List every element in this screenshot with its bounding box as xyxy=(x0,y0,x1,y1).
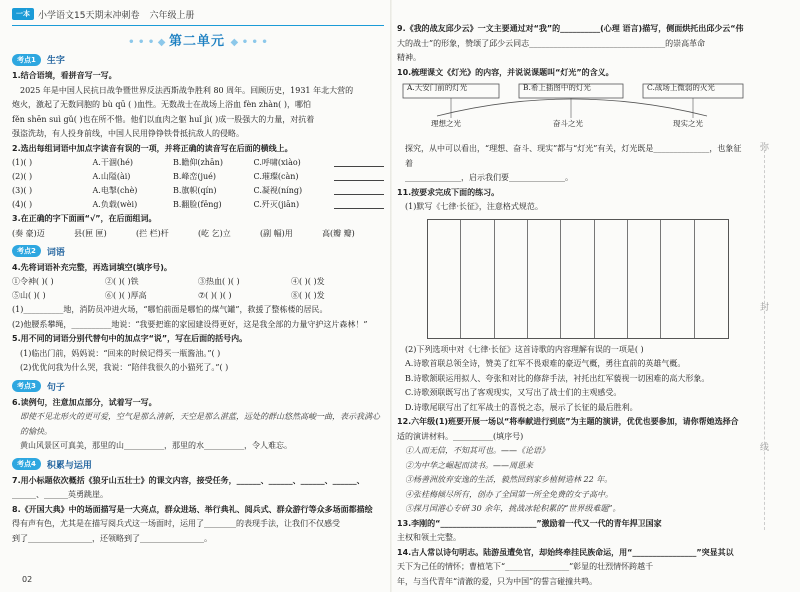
question-5-title: 5.用不同的词语分别代替句中的加点字“说”，写在后面的括号内。 xyxy=(12,334,248,343)
question-12-text[interactable]: 适的演讲材料。__________(填序号) xyxy=(397,431,524,441)
grade-label: 六年级上册 xyxy=(149,10,195,21)
question-11-sub: (1)默写《七律·长征》，注意格式规范。 xyxy=(405,202,543,211)
lamp-a-meaning: 理想之光 xyxy=(431,119,461,128)
question-14-text[interactable]: 天下为己任的情怀；曹植笔下“________________”彰显的壮烈情怀跨越千 xyxy=(397,562,654,571)
question-12-item: ⑤探月国港心专研 30 余年，挑战冰轮积累的“世界级难题”。 xyxy=(405,504,621,513)
section-badge: 考点4 xyxy=(12,458,41,470)
lamp-diagram xyxy=(397,82,749,138)
arc xyxy=(437,99,707,116)
lamp-c-meaning: 现实之光 xyxy=(673,119,703,128)
question-1-text[interactable]: fěn shēn suì gǔ( )也在所不惜。他们以血肉之躯 huǐ jì( )成一股强大的力量，对抗着 xyxy=(12,114,315,124)
question-4-words[interactable]: ⑤山( )( ) ⑥( )( )厚高 ⑦( )( )( ) ⑧( )( )发 xyxy=(12,291,325,300)
section-heading xyxy=(12,380,384,393)
question-1-text[interactable]: 炮火，激起了无数同胞的 bù qū ( )血性。无数战士在战场上浴血 fèn zhàn( )，哪怕 xyxy=(12,100,311,109)
question-13-title[interactable]: 13.李刚的“________________________”激励着一代又一代的青年捍卫国家 xyxy=(397,518,662,528)
decor-dots-icon: • • • ◆ xyxy=(128,37,169,48)
question-2-row[interactable]: (1)( ) A.干涸(hé) B.瞻仰(zhān) C.呼啸(xiào) xyxy=(12,156,384,170)
seal-char: 线 xyxy=(760,443,770,453)
right-column xyxy=(397,0,749,592)
lamp-c: C.战场上微弱的火光 xyxy=(647,83,715,92)
question-2-row[interactable]: (2)( ) A.山隘(ài) B.峰峦(jué) C.璀璨(càn) xyxy=(12,170,384,184)
question-2-title: 2.选出每组词语中加点字读音有误的一项，并将正确的读音写在后面的横线上。 xyxy=(12,143,293,153)
question-13-text: 主权和领土完整。 xyxy=(397,533,461,542)
question-12-item: ①人而无信，不知其可也。——《论语》 xyxy=(405,446,549,455)
question-12-title: 12.六年级(1)班要开展一场以“将奉献进行到底”为主题的演讲，优优也要参加，请你帮她选择合 xyxy=(397,417,739,426)
series-title: 小学语文15天期末冲刺卷 xyxy=(38,10,140,21)
question-3-items[interactable]: (奏 豪)迈 县(匣 匣) (拦 栏)杆 (屹 乞)立 (副 幅)用 高(瓣 瓣) xyxy=(12,228,355,238)
question-9-text: 精神。 xyxy=(397,53,421,62)
question-7-title[interactable]: 7.用小标题依次概括《狼牙山五壮士》的课文内容，接受任务，______、______、______、______、 xyxy=(12,475,365,485)
question-4-title: 4.先将词语补充完整，再选词填空(填序号)。 xyxy=(12,262,172,272)
question-14-title[interactable]: 14.古人常以诗句明志。陆游虽遭免官，却始终牵挂民族命运，用“________________”突显其以 xyxy=(397,547,734,557)
question-10-text[interactable]: 探究，从中可以看出，“理想、奋斗、现实”都与“灯光”有关，灯光既是______________，也象征着 xyxy=(405,144,742,168)
question-12-item: ②为中华之崛起而读书。——周恩来 xyxy=(405,460,533,470)
section-title: 积累与运用 xyxy=(46,460,92,471)
question-2-row[interactable]: (3)( ) A.电掣(chè) B.旗帜(qín) C.凝视(níng) xyxy=(12,184,384,198)
section-title: 句子 xyxy=(46,382,65,393)
question-8-title: 8.《开国大典》中的场面描写是一大亮点，群众进场、举行典礼、阅兵式、群众游行等众多场面都描绘 xyxy=(12,504,373,514)
section-heading xyxy=(12,458,384,471)
question-11-sub[interactable]: (2)下列选项中对《七律·长征》这首诗歌的内容理解有误的一项是( ) xyxy=(405,344,644,354)
section-heading xyxy=(12,245,384,258)
lamp-b: B.希上插图中的灯光 xyxy=(523,83,591,92)
seal-line xyxy=(764,150,766,530)
page-fold xyxy=(390,0,392,592)
question-10-title: 10.梳理课文《灯光》的内容，并说说课题叫“灯光”的含义。 xyxy=(397,67,614,77)
section-title: 生字 xyxy=(46,56,65,66)
question-1-text: 2025 年是中国人民抗日战争暨世界反法西斯战争胜利 80 周年。回顾历史，1931 年北大营的 xyxy=(20,85,354,95)
question-11-option[interactable]: B.诗歌颔联运用拟人、夸张和对比的修辞手法，衬托出红军藐视一切困难的高大形象。 xyxy=(405,373,710,383)
seal-char: 封 xyxy=(760,303,770,313)
header-rule xyxy=(12,25,384,26)
question-8-text[interactable]: 得有声有色，尤其是在描写阅兵式这一场面时，运用了________的表现手法，让我们不仅感受 xyxy=(12,519,340,528)
lamp-b-meaning: 奋斗之光 xyxy=(553,119,583,128)
lamp-a: A.天安门前的灯光 xyxy=(407,83,468,92)
question-9-text[interactable]: 大的战士”的形象，赞颂了邱少云同志__________________________________的崇高革命 xyxy=(397,38,706,48)
question-6-task[interactable]: 黄山风景区可真美，那里的山__________，那里的水__________，令人难忘。 xyxy=(20,441,292,450)
question-10-text[interactable]: ______________，启示我们要______________。 xyxy=(405,173,573,182)
question-5-sentence[interactable]: (1)临出门前，妈妈说：“回来的时候记得买一瓶酱油。”( ) xyxy=(20,348,221,358)
question-4-sentence[interactable]: (1)__________地，消防员冲进火场，“哪怕前面是哪怕的煤气罐”，救援了整栋楼的居民。 xyxy=(12,305,328,314)
question-4-sentence[interactable]: (2)他腰系攀绳，__________地说：“我要把谁的家园建设得更好，这是我全部的力量守护这片森林！” xyxy=(12,319,368,329)
question-5-sentence[interactable]: (2)优优问我为什么哭，我说：“陪伴我很久的小猫死了。”( ) xyxy=(20,363,229,372)
question-12-item: ③杨善洲放弃安逸的生活，毅然回到家乡植树造林 22 年。 xyxy=(405,475,613,484)
unit-title xyxy=(12,30,384,49)
writing-grid[interactable] xyxy=(427,219,729,339)
question-11-option[interactable]: C.诗歌颈联既写出了客观现实，又写出了战士们的主观感受。 xyxy=(405,388,622,397)
question-8-text[interactable]: 到了________________，还领略到了________________。 xyxy=(12,533,212,543)
question-6-title: 6.读例句，注意加点部分，试着写一写。 xyxy=(12,397,157,407)
series-logo: 一本 xyxy=(12,8,34,20)
page-header xyxy=(12,4,384,24)
section-badge: 考点1 xyxy=(12,54,41,66)
question-11-option[interactable]: D.诗歌尾联写出了红军战士的喜悦之态，展示了长征的最后胜利。 xyxy=(405,402,638,412)
question-11-option[interactable]: A.诗歌首联总领全诗，赞美了红军不畏艰难的豪迈气概，勇往直前的英雄气概。 xyxy=(405,359,686,368)
section-heading xyxy=(12,53,384,66)
question-12-item: ④张桂梅倾尽所有，创办了全国第一所全免费的女子高中。 xyxy=(405,489,613,499)
seal-char: 弥 xyxy=(760,143,770,153)
left-column xyxy=(12,0,384,592)
question-4-words[interactable]: ①令神( )( ) ②( )( )铁 ③热血( )( ) ④( )( )发 xyxy=(12,277,325,286)
question-14-text: 年，与当代青年“清澈的爱，只为中国”的誓言碰撞共鸣。 xyxy=(397,576,598,586)
question-1-text: 强盗洗劫，有人投身前线，中国人民用铮铮铁骨抵抗敌人的侵略。 xyxy=(12,129,244,138)
unit-title-text: 第二单元 xyxy=(168,34,225,49)
section-badge: 考点3 xyxy=(12,380,41,392)
question-2-row[interactable]: (4)( ) A.负载(wèi) B.翻脸(fēng) C.歼灭(jiān) xyxy=(12,198,384,212)
question-7-text[interactable]: ______、______英勇跳崖。 xyxy=(12,490,108,499)
question-3-title: 3.在正确的字下面画“√”，在后面组词。 xyxy=(12,214,157,223)
section-title: 词语 xyxy=(46,247,65,258)
question-1-title: 1.结合语境，看拼音写一写。 xyxy=(12,71,117,80)
page-number: 02 xyxy=(22,575,33,584)
question-9-title[interactable]: 9.《我的战友邱少云》一文主要通过对“我”的__________(心理 语言)描写，侧面烘托出邱少云“伟 xyxy=(397,24,744,33)
section-badge: 考点2 xyxy=(12,245,41,257)
question-11-title: 11.按要求完成下面的练习。 xyxy=(397,187,500,197)
decor-dots-icon: ◆ • • • xyxy=(230,37,268,48)
question-6-example: 即使不见北形火的更可爱，空气是那么清新，天空是那么湛蓝，远处的群山悠然高峻一曲，表示我满心的愉快。 xyxy=(20,412,380,436)
